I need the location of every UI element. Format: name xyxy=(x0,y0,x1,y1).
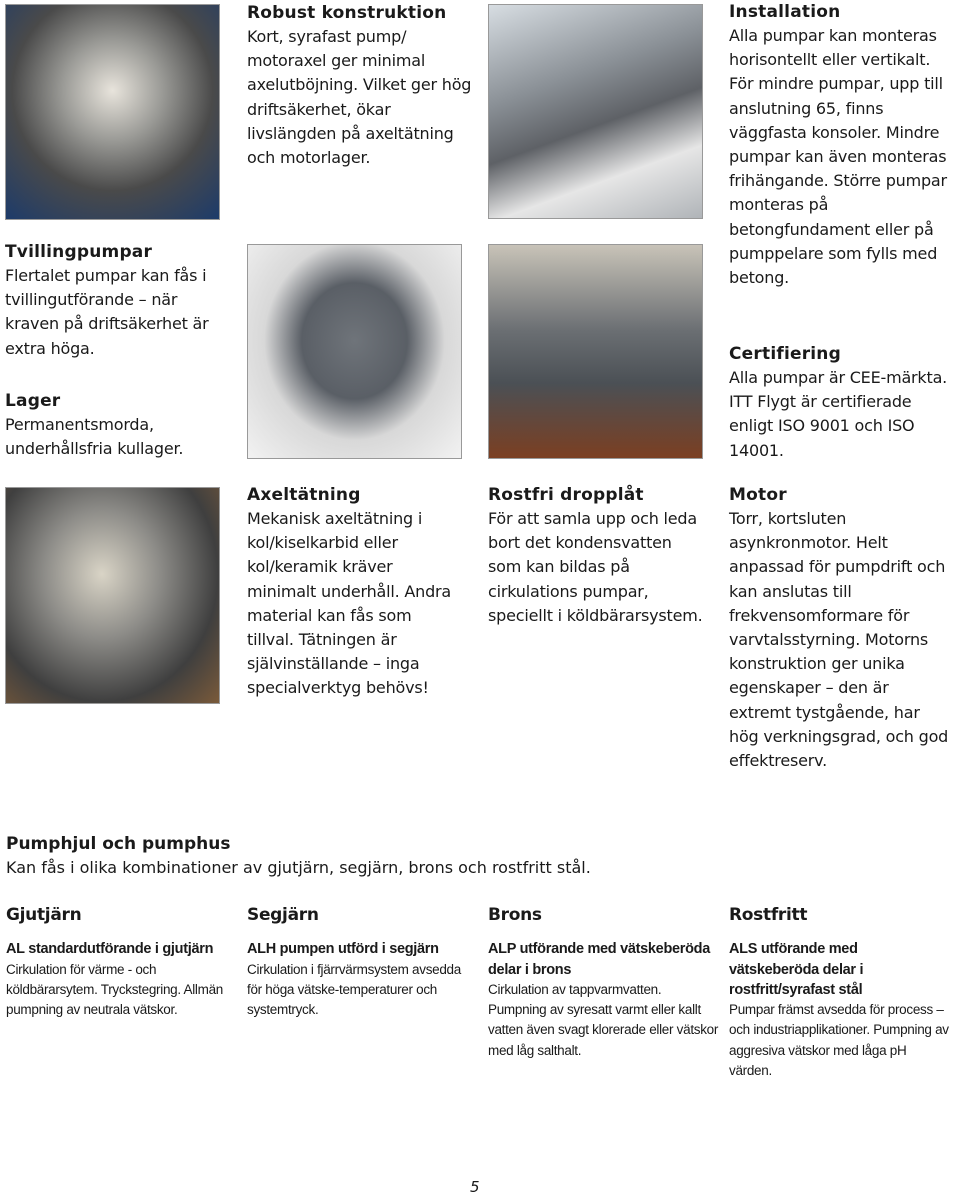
material-column xyxy=(488,905,720,1061)
feature-axeltatning xyxy=(247,483,462,701)
feature-dropplat xyxy=(488,483,703,628)
feature-motor xyxy=(729,483,949,773)
section-text: Kan fås i olika kombinationer av gjutjärn, segjärn, brons och rostfritt stål. xyxy=(6,858,591,877)
feature-lager xyxy=(5,389,220,461)
feature-title: Axeltätning xyxy=(247,485,361,505)
material-subtitle: ALP utförande med vätskeberöda delar i brons xyxy=(488,941,710,978)
section-title: Pumphjul och pumphus xyxy=(6,834,231,854)
feature-title: Certifiering xyxy=(729,344,841,364)
feature-title: Tvillingpumpar xyxy=(5,242,153,262)
pumphjul-section xyxy=(6,832,946,880)
motor-cutaway-photo xyxy=(5,4,220,220)
twin-pump-installed-photo xyxy=(488,244,703,459)
feature-certifiering xyxy=(729,342,954,463)
material-text: Cirkulation i fjärrvärmsystem avsedda för höga vätske-temperaturer och systemtryck. xyxy=(247,961,461,1018)
material-title: Segjärn xyxy=(247,905,319,925)
feature-text: Mekanisk axeltätning i kol/kiselkarbid eller kol/keramik kräver minimalt underhåll. Andra material kan fås som tillval. Tätningen är självinställande – inga specialverktyg behövs! xyxy=(247,509,452,698)
feature-title: Robust konstruktion xyxy=(247,3,447,23)
feature-installation xyxy=(729,0,954,290)
feature-title: Motor xyxy=(729,485,787,505)
material-text: Pumpar främst avsedda för process – och industriapplikationer. Pumpning av aggresiva vätskor med låga pH värden. xyxy=(729,1002,949,1079)
material-column xyxy=(247,905,462,1020)
shaft-seal-photo xyxy=(5,487,220,704)
material-column xyxy=(729,905,951,1081)
feature-title: Lager xyxy=(5,391,61,411)
feature-title: Installation xyxy=(729,2,841,22)
material-subtitle: ALH pumpen utförd i segjärn xyxy=(247,941,439,958)
feature-text: För att samla upp och leda bort det kondensvatten som kan bildas på cirkulations pumpar, speciellt i köldbärarsystem. xyxy=(488,509,703,625)
feature-text: Flertalet pumpar kan fås i tvillingutförande – när kraven på driftsäkerhet är extra höga. xyxy=(5,266,209,358)
feature-text: Permanentsmorda, underhållsfria kullager. xyxy=(5,415,184,459)
material-column xyxy=(6,905,238,1020)
material-title: Gjutjärn xyxy=(6,905,82,925)
feature-text: Kort, syrafast pump/ motoraxel ger minimal axelutböjning. Vilket ger hög driftsäkerhet, ökar livslängden på axeltätning och motorlager. xyxy=(247,27,472,168)
material-subtitle: AL standardutförande i gjutjärn xyxy=(6,941,214,958)
material-title: Brons xyxy=(488,905,542,925)
material-text: Cirkulation av tappvarmvatten. Pumpning av syresatt varmt eller kallt vatten även svagt klorerade eller vätskor med låg salthalt. xyxy=(488,981,719,1058)
material-subtitle: ALS utförande med vätskeberöda delar i rostfritt/syrafast stål xyxy=(729,941,864,998)
material-title: Rostfritt xyxy=(729,905,808,925)
installed-pump-photo xyxy=(488,4,703,219)
twin-pump-photo xyxy=(247,244,462,459)
feature-tvilling xyxy=(5,240,220,361)
material-text: Cirkulation för värme - och köldbärarsytem. Tryckstegring. Allmän pumpning av neutrala vätskor. xyxy=(6,961,223,1018)
feature-title: Rostfri dropplåt xyxy=(488,485,644,505)
page-number: 5 xyxy=(470,1178,480,1194)
feature-text: Alla pumpar kan monteras horisontellt eller vertikalt. För mindre pumpar, upp till anslutning 65, finns väggfasta konsoler. Mindre pumpar kan även monteras frihängande. Större pumpar monteras på betongfundament eller på pumppelare som fylls med betong. xyxy=(729,26,947,288)
feature-text: Torr, kortsluten asynkronmotor. Helt anpassad för pumpdrift och kan anslutas till frekvensomformare för varvtalsstyrning. Motorns konstruktion ger unika egenskaper – den är extremt tystgående, har hög verkningsgrad, och god effektreserv. xyxy=(729,509,949,771)
feature-text: Alla pumpar är CEE-märkta. ITT Flygt är certifierade enligt ISO 9001 och ISO 14001. xyxy=(729,368,948,460)
feature-robust xyxy=(247,1,479,170)
